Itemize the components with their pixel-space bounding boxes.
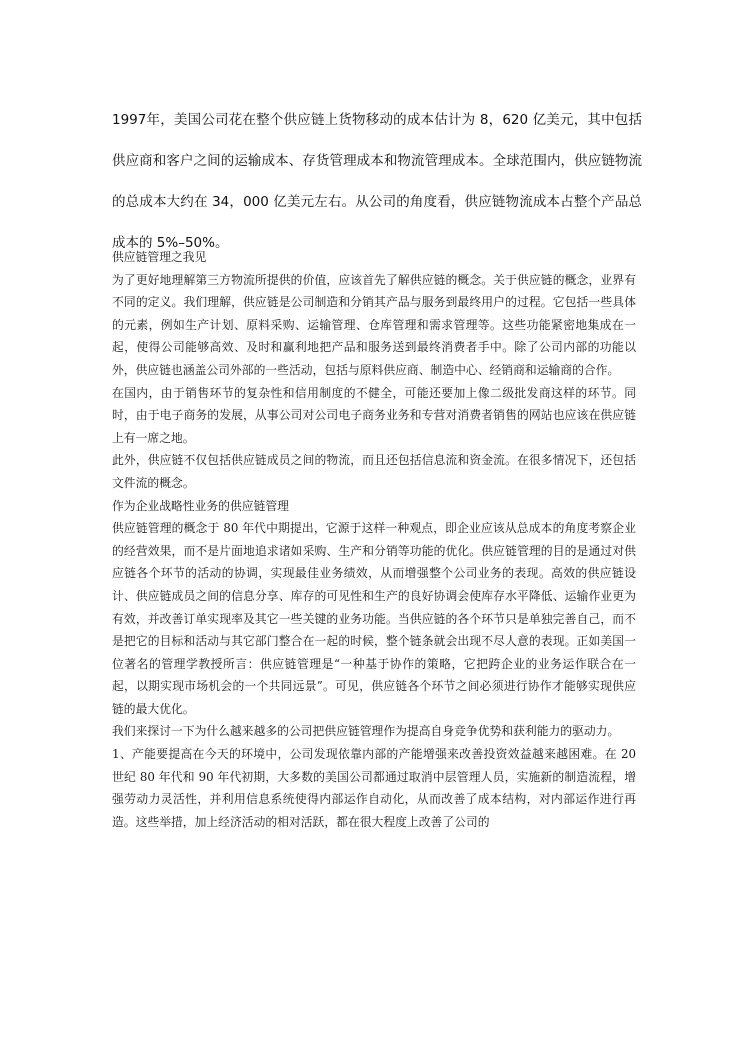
paragraph: 在国内，由于销售环节的复杂性和信用制度的不健全，可能还要加上像二级批发商这样的环节。同时，由于电子商务的发展，从事公司对公司电子商务业务和专营对消费者销售的网站也应该在供应链上有一席之地。: [112, 385, 636, 445]
paragraph: 此外，供应链不仅包括供应链成员之间的物流，而且还包括信息流和资金流。在很多情况下，还包括文件流的概念。: [112, 453, 636, 490]
paragraph: 为了更好地理解第三方物流所提供的价值，应该首先了解供应链的概念。关于供应链的概念，业界有不同的定义。我们理解，供应链是公司制造和分销其产品与服务到最终用户的过程。它包括一些具体的元素，例如生产计划、原料采购、运输管理、仓库管理和需求管理等。这些功能紧密地集成在一起，使得公司能够高效、及时和赢利地把产品和服务送到最终消费者手中。除了公司内部的功能以外，供应链也涵盖公司外部的一些活动，包括与原料供应商、制造中心、经销商和运输商的合作。: [112, 272, 636, 377]
paragraph: 1、产能要提高在今天的环境中，公司发现依靠内部的产能增强来改善投资效益越来越困难。在 20 世纪 80 年代和 90 年代初期，大多数的美国公司都通过取消中层管理人员，实施新的制造流程，增强劳动力灵活性，并利用信息系统使得内部运作自动化，从而改善了成本结构，对内部运作进行再造。这些举措，加上经济活动的相对活跃，都在很大程度上改善了公司的: [112, 747, 636, 829]
lead-paragraph: 1997年，美国公司花在整个供应链上货物移动的成本估计为 8，620 亿美元，其中包括供应商和客户之间的运输成本、存货管理成本和物流管理成本。全球范围内，供应链物流的总成本大约在 34，000 亿美元左右。从公司的角度看，供应链物流成本占整个产品总成本的 5%–50%。: [112, 112, 642, 251]
paragraph: 我们来探讨一下为什么越来越多的公司把供应链管理作为提高自身竞争优势和获利能力的驱动力。: [112, 724, 620, 739]
section-heading: 供应链管理之我见: [112, 250, 207, 264]
paragraph: 供应链管理的概念于 80 年代中期提出，它源于这样一种观点，即企业应该从总成本的角度考察企业的经营效果，而不是片面地追求诸如采购、生产和分销等功能的优化。供应链管理的目的是通过对供应链各个环节的活动的协调，实现最佳业务绩效，从而增强整个公司业务的表现。高效的供应链设计、供应链成员之间的信息分享、库存的可见性和生产的良好协调会使库存水平降低、运输作业更为有效，并改善订单实现率及其它一些关键的业务功能。当供应链的各个环节只是单独完善自己，而不是把它的目标和活动与其它部门整合在一起的时候，整个链条就会出现不尽人意的表现。正如美国一位著名的管理学教授所言：供应链管理是“一种基于协作的策略，它把跨企业的业务运作联合在一起，以期实现市场机会的一个共同远景”。可见，供应链各个环节之间必须进行协作才能够实现供应链的最大优化。: [112, 521, 636, 716]
article-body: [112, 246, 636, 833]
section-heading: 作为企业战略性业务的供应链管理: [112, 498, 289, 513]
